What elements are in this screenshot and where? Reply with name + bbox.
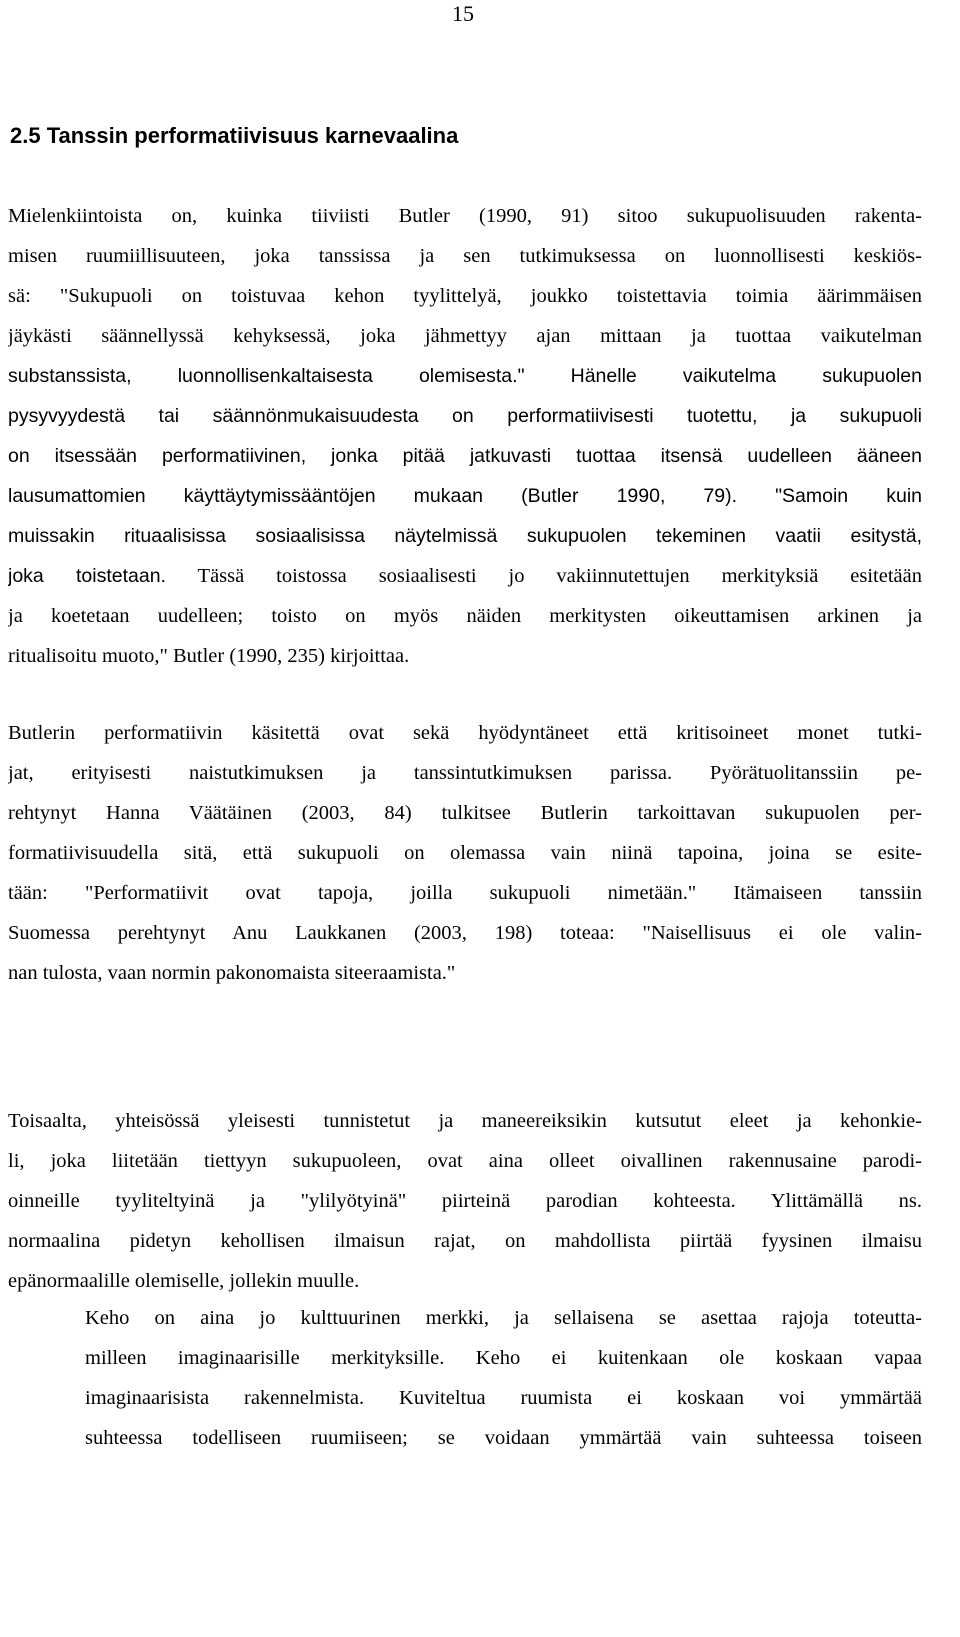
paragraph-line: normaalina pidetyn kehollisen ilmaisun rajat, on mahdollista piirtää fyysinen ilmaisu [8, 1230, 922, 1252]
paragraph-line: Butlerin performatiivin käsitettä ovat sekä hyödyntäneet että kritisoineet monet tutki- [8, 722, 922, 744]
paragraph-line: oinneille tyyliteltyinä ja "ylilyötyinä" piirteinä parodian kohteesta. Ylittämällä ns. [8, 1190, 922, 1212]
paragraph-line [8, 556, 922, 596]
paragraph-line: Suomessa perehtynyt Anu Laukkanen (2003, 198) toteaa: "Naisellisuus ei ole valin- [8, 922, 922, 944]
quote-line: suhteessa todelliseen ruumiiseen; se voidaan ymmärtää vain suhteessa toiseen [85, 1427, 922, 1449]
quote-line: imaginaarisista rakennelmista. Kuviteltua ruumista ei koskaan voi ymmärtää [85, 1387, 922, 1409]
paragraph-line: epänormaalille olemiselle, jollekin muulle. [8, 1270, 360, 1292]
paragraph-line: ja koetetaan uudelleen; toisto on myös näiden merkitysten oikeuttamisen arkinen ja [8, 605, 922, 627]
paragraph-segment-serif: Tässä toistossa sosiaalisesti jo vakiinnutettujen merkityksiä esitetään [165, 565, 922, 587]
paragraph-line: sä: "Sukupuoli on toistuvaa kehon tyylittelyä, joukko toistettavia toimia äärimmäisen [8, 285, 922, 307]
paragraph-line: rehtynyt Hanna Väätäinen (2003, 84) tulkitsee Butlerin tarkoittavan sukupuolen per- [8, 802, 922, 824]
paragraph-line: lausumattomien käyttäytymissääntöjen mukaan (Butler 1990, 79). "Samoin kuin [8, 485, 922, 507]
paragraph-line [8, 356, 922, 396]
section-heading: 2.5 Tanssin performatiivisuus karnevaalina [10, 123, 459, 148]
paragraph-line: on itsessään performatiivinen, jonka pitää jatkuvasti tuottaa itsensä uudelleen ääneen [8, 445, 922, 467]
paragraph-segment-sans: joka toistetaan. [8, 565, 166, 587]
paragraph-line: misen ruumiillisuuteen, joka tanssissa ja sen tutkimuksessa on luonnollisesti keskiös- [8, 245, 922, 267]
paragraph-1 [8, 196, 922, 356]
paragraph-line: Toisaalta, yhteisössä yleisesti tunnistetut ja maneereiksikin kutsutut eleet ja kehonkie- [8, 1110, 922, 1132]
paragraph-1-mixed-line-2 [8, 556, 922, 596]
paragraph-line: jäykästi säännellyssä kehyksessä, joka jähmettyy ajan mittaan ja tuottaa vaikutelman [8, 325, 922, 347]
paragraph-line: Mielenkiintoista on, kuinka tiiviisti Butler (1990, 91) sitoo sukupuolisuuden rakenta- [8, 205, 922, 227]
paragraph-3 [8, 1101, 922, 1301]
paragraph-segment-sans-rest: Hänelle vaikutelma sukupuolen [524, 365, 922, 387]
paragraph-1-sans [8, 396, 922, 556]
paragraph-line: muissakin rituaalisissa sosiaalisissa näytelmissä sukupuolen tekeminen vaatii esitystä, [8, 525, 922, 547]
paragraph-line: pysyvyydestä tai säännönmukaisuudesta on performatiivisesti tuotettu, ja sukupuoli [8, 405, 922, 427]
block-quote [85, 1298, 922, 1458]
paragraph-line: tään: "Performatiivit ovat tapoja, joilla sukupuoli nimetään." Itämaiseen tanssiin [8, 882, 922, 904]
paragraph-line: nan tulosta, vaan normin pakonomaista siteeraamista." [8, 962, 456, 984]
paragraph-line: li, joka liitetään tiettyyn sukupuoleen, ovat aina olleet oivallinen rakennusaine parodi- [8, 1150, 922, 1172]
paragraph-segment-sans: substanssista, luonnollisenkaltaisesta olemisesta." [8, 365, 525, 387]
paragraph-1-serif [8, 596, 922, 676]
quote-line: milleen imaginaarisille merkityksille. Keho ei kuitenkaan ole koskaan vapaa [85, 1347, 922, 1369]
paragraph-1-mixed-line [8, 356, 922, 396]
paragraph-2 [8, 713, 922, 993]
paragraph-line: ritualisoitu muoto," Butler (1990, 235) kirjoittaa. [8, 645, 410, 667]
paragraph-line: jat, erityisesti naistutkimuksen ja tanssintutkimuksen parissa. Pyörätuolitanssiin pe- [8, 762, 922, 784]
paragraph-line: formatiivisuudella sitä, että sukupuoli on olemassa vain niinä tapoina, joina se esite- [8, 842, 922, 864]
quote-line: Keho on aina jo kulttuurinen merkki, ja sellaisena se asettaa rajoja toteutta- [85, 1307, 922, 1329]
page-number: 15 [452, 1, 474, 26]
